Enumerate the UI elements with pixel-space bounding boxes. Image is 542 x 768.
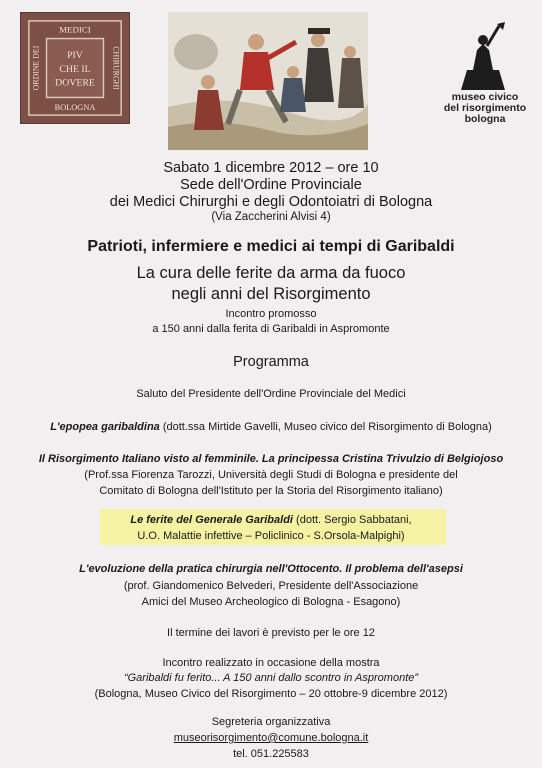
promo-line-1: Incontro promosso bbox=[225, 308, 317, 320]
event-subtitle-1: La cura delle ferite da arma da fuoco bbox=[136, 264, 406, 282]
contact-tel: tel. 051.225583 bbox=[233, 748, 309, 760]
contact-email-link[interactable]: museorisorgimento@comune.bologna.it bbox=[173, 732, 369, 744]
seal-text-top: MEDICI bbox=[59, 24, 91, 35]
museum-name-line: del risorgimento bbox=[443, 102, 527, 114]
talk-3-title: Le ferite del Generale Garibaldi bbox=[130, 514, 293, 526]
segreteria-label: Segreteria organizzativa bbox=[211, 716, 331, 728]
seal-motto-1: PIV bbox=[67, 50, 83, 62]
painting-graphic bbox=[168, 12, 368, 150]
seal-motto-3: DOVERE bbox=[55, 77, 95, 89]
seal-graphic bbox=[21, 13, 129, 123]
saluto-line: Saluto del Presidente dell'Ordine Provinciale del Medici bbox=[136, 388, 406, 400]
garibaldi-painting-image bbox=[168, 12, 368, 150]
mostra-line-1: Incontro realizzato in occasione della mostra bbox=[162, 657, 380, 669]
museum-name-line: museo civico bbox=[451, 91, 519, 103]
venue-address: (Via Zaccherini Alvisi 4) bbox=[211, 211, 331, 223]
talk-4-speaker-1: (prof. Giandomenico Belvederi, Presidente dell'Associazione bbox=[123, 580, 419, 592]
talk-1-title: L'epopea garibaldina bbox=[50, 421, 160, 433]
seal-text-left: ORDINE DEI bbox=[31, 45, 41, 91]
talk-3-speaker-1: (dott. Sergio Sabbatani, bbox=[292, 514, 412, 526]
museum-name bbox=[435, 92, 535, 125]
mostra-line-2: “Garibaldi fu ferito... A 150 anni dallo scontro in Aspromonte” bbox=[123, 672, 419, 684]
museum-name-line: bologna bbox=[464, 113, 506, 125]
programma-heading: Programma bbox=[233, 354, 309, 370]
event-date: Sabato 1 dicembre 2012 – ore 10 bbox=[163, 160, 379, 176]
museo-risorgimento-logo bbox=[435, 20, 535, 130]
talk-3-speaker-2: U.O. Malattie infettive – Policlinico - S.Orsola-Malpighi) bbox=[137, 530, 405, 542]
talk-2-speaker-2: Comitato di Bologna dell'Istituto per la Storia del Risorgimento italiano) bbox=[99, 485, 443, 497]
seal-text-bottom: BOLOGNA bbox=[54, 103, 96, 113]
talk-4-title: L'evoluzione della pratica chirurgia nell'Ottocento. Il problema dell'asepsi bbox=[79, 563, 463, 575]
venue-line-1: Sede dell'Ordine Provinciale bbox=[180, 177, 362, 193]
talk-3 bbox=[0, 514, 542, 526]
ordine-medici-seal-logo bbox=[20, 12, 130, 124]
talk-4-speaker-2: Amici del Museo Archeologico di Bologna - Esagono) bbox=[141, 596, 401, 608]
event-title: Patrioti, infermiere e medici ai tempi di Garibaldi bbox=[87, 238, 455, 255]
mostra-line-3: (Bologna, Museo Civico del Risorgimento – 20 ottobre-9 dicembre 2012) bbox=[94, 688, 448, 700]
talk-2-title: Il Risorgimento Italiano visto al femminile. La principessa Cristina Trivulzio di Belgiojoso bbox=[38, 453, 504, 465]
promo-line-2: a 150 anni dalla ferita di Garibaldi in Aspromonte bbox=[152, 323, 390, 335]
event-subtitle-2: negli anni del Risorgimento bbox=[171, 285, 371, 303]
talk-1-speaker: (dott.ssa Mirtide Gavelli, Museo civico del Risorgimento di Bologna) bbox=[159, 421, 492, 433]
venue-line-2: dei Medici Chirurghi e degli Odontoiatri di Bologna bbox=[109, 194, 433, 210]
museum-statue-icon bbox=[453, 20, 513, 92]
seal-motto-2: CHE IL bbox=[59, 63, 91, 75]
talk-2-speaker-1: (Prof.ssa Fiorenza Tarozzi, Università degli Studi di Bologna e presidente del bbox=[84, 469, 458, 481]
talk-1 bbox=[0, 421, 542, 433]
contact-email bbox=[0, 732, 542, 744]
end-time: Il termine dei lavori è previsto per le ore 12 bbox=[167, 627, 375, 639]
seal-text-right: CHIRURGHI bbox=[111, 46, 121, 90]
